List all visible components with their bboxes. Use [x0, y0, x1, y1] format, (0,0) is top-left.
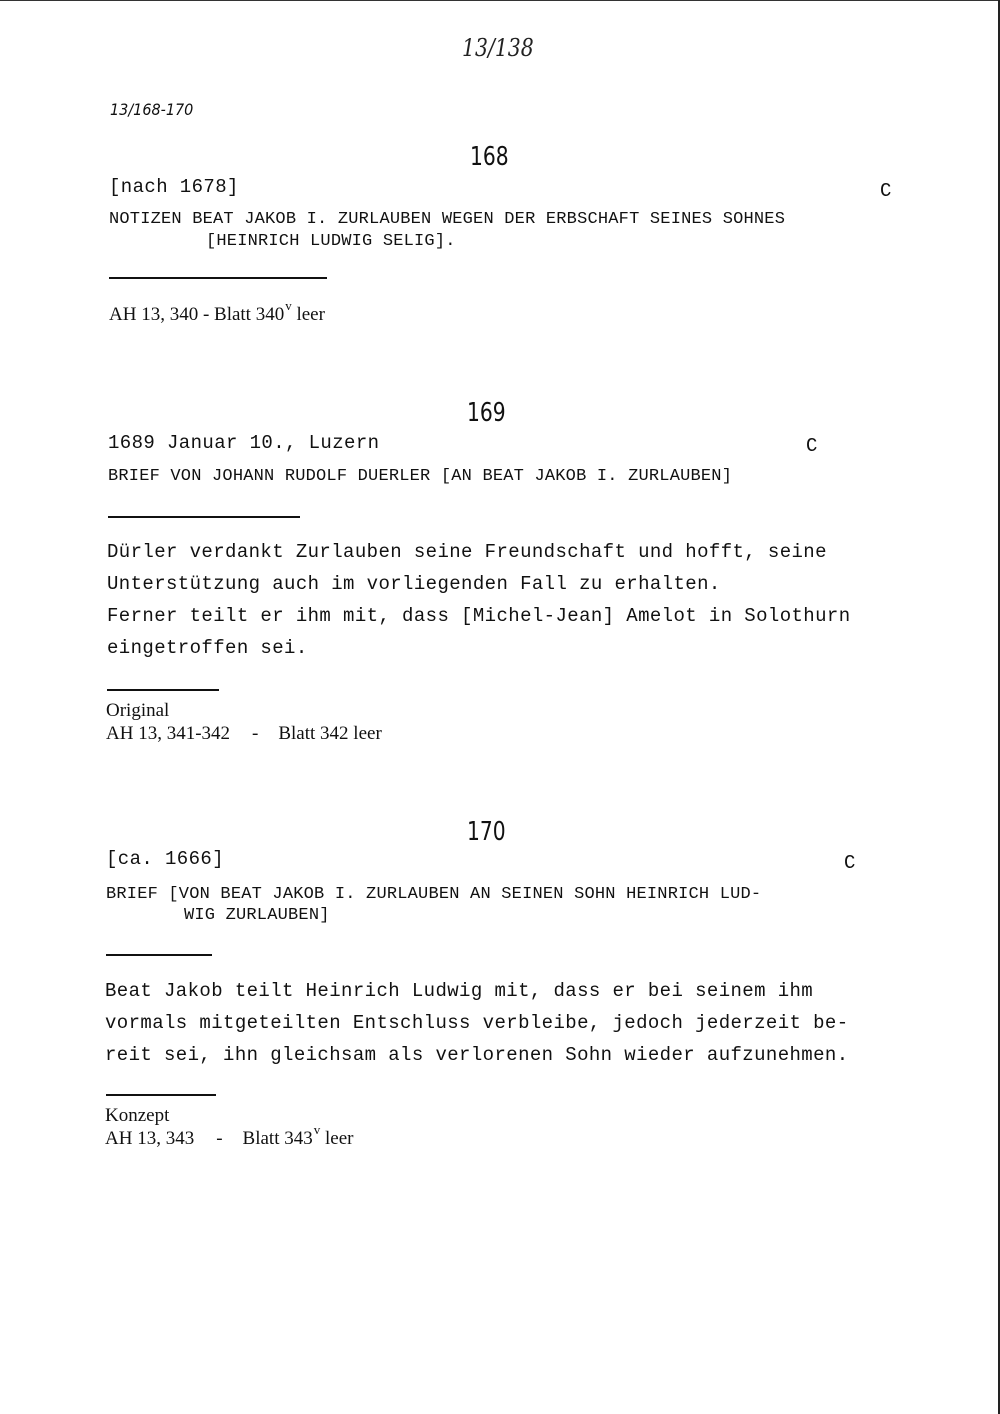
entry-169-source-suffix: Blatt 342 leer [278, 723, 382, 744]
entry-169-number: 169 [467, 398, 506, 428]
entry-169-source [106, 723, 382, 745]
entry-168-title-line-1: NOTIZEN BEAT JAKOB I. ZURLAUBEN WEGEN DER ERBSCHAFT SEINES SOHNES [109, 210, 786, 229]
entry-168-number: 168 [470, 142, 509, 172]
entry-170-summary-line-2: vormals mitgeteilten Entschluss verbleibe, jedoch jederzeit be- [105, 1012, 849, 1034]
entry-170-summary-line-1: Beat Jakob teilt Heinrich Ludwig mit, dass er bei seinem ihm [105, 980, 814, 1002]
entry-170-doc-type: Konzept [105, 1105, 170, 1126]
entry-169-summary-line-1: Dürler verdankt Zurlauben seine Freundschaft und hofft, seine [107, 541, 827, 563]
entry-169-divider [108, 516, 300, 518]
entry-168-source-prefix: AH 13, 340 - Blatt 340 [109, 304, 285, 325]
entry-170-source-dash: - [216, 1128, 223, 1149]
entry-169-class-mark: C [806, 435, 818, 457]
entry-170-date: [ca. 1666] [106, 848, 225, 870]
entry-169-title-line-1: BRIEF VON JOHANN RUDOLF DUERLER [AN BEAT JAKOB I. ZURLAUBEN] [108, 467, 733, 486]
entry-170-source [105, 1122, 354, 1150]
entry-170-title-line-1: BRIEF [VON BEAT JAKOB I. ZURLAUBEN AN SEINEN SOHN HEINRICH LUD- [106, 885, 762, 904]
entry-170-title-line-2: WIG ZURLAUBEN] [184, 906, 330, 925]
entry-169-note-divider [107, 689, 219, 691]
entry-170-source-prefix: AH 13, 343 [105, 1128, 195, 1149]
entry-168-divider [109, 277, 327, 279]
entry-169-source-prefix: AH 13, 341-342 [106, 723, 231, 744]
entry-170-class-mark: C [844, 852, 856, 874]
entry-170-summary-line-3: reit sei, ihn gleichsam als verlorenen Sohn wieder aufzunehmen. [105, 1044, 849, 1066]
entry-170-source-mid: Blatt 343 [242, 1128, 313, 1149]
archive-number: 13/138 [462, 34, 534, 62]
entry-169-doc-type: Original [106, 700, 170, 721]
page-reference: 13/168-170 [110, 100, 194, 119]
entry-168-title-line-2: [HEINRICH LUDWIG SELIG]. [206, 232, 456, 251]
entry-168-source-suffix: leer [291, 304, 325, 325]
entry-169-date: 1689 Januar 10., Luzern [108, 432, 380, 454]
entry-170-divider [106, 954, 212, 956]
entry-170-note-divider [106, 1094, 216, 1096]
entry-170-number: 170 [467, 817, 506, 847]
entry-169-summary-line-4: eingetroffen sei. [107, 637, 308, 659]
entry-168-date: [nach 1678] [109, 176, 239, 198]
entry-168-class-mark: C [880, 180, 892, 202]
entry-170-source-suffix: leer [320, 1128, 354, 1149]
page-top-edge [0, 0, 1000, 1]
entry-169-summary-line-2: Unterstützung auch im vorliegenden Fall zu erhalten. [107, 573, 721, 595]
entry-170-source-sup: v [313, 1122, 321, 1137]
entry-169-summary-line-3: Ferner teilt er ihm mit, dass [Michel-Jean] Amelot in Solothurn [107, 605, 851, 627]
entry-168-source-sup: v [285, 298, 292, 313]
entry-168-source [109, 298, 325, 326]
entry-169-source-dash: - [252, 723, 259, 744]
